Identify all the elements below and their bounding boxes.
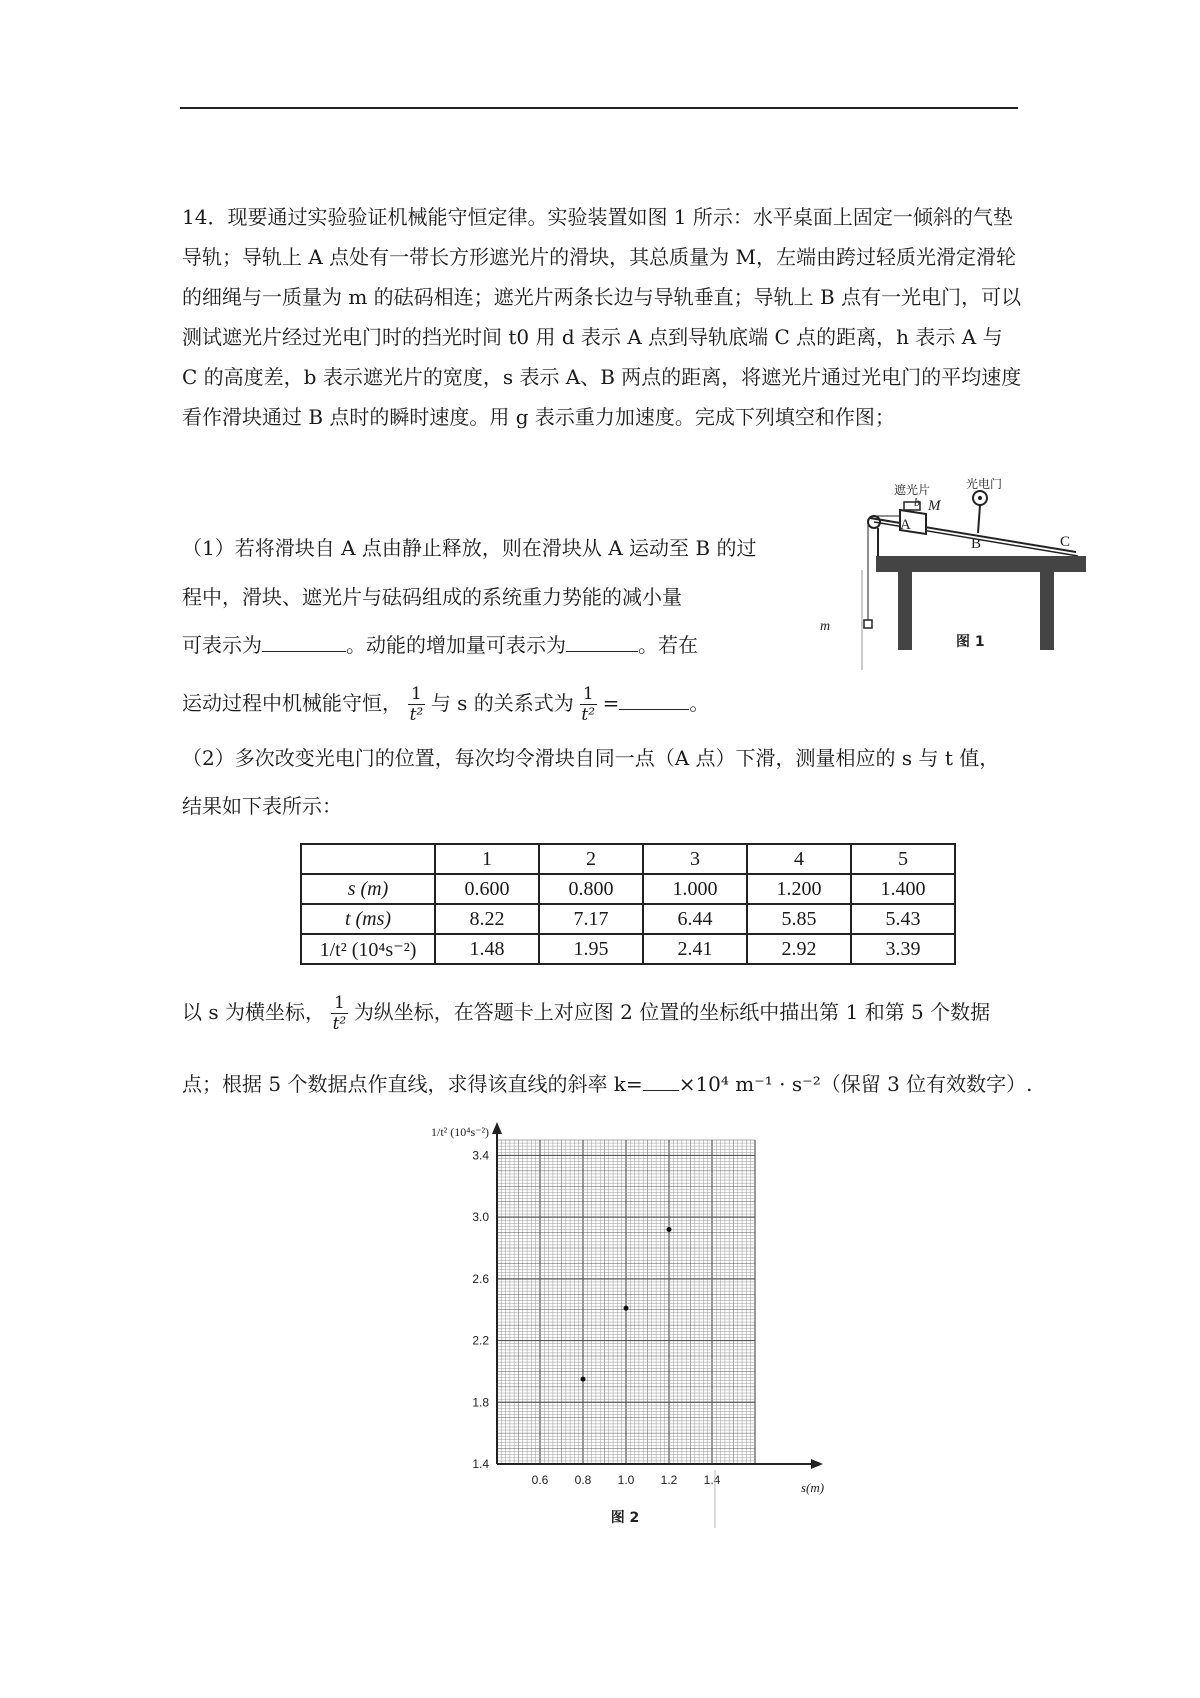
part1-line1: （1）若将滑块自 A 点由静止释放，则在滑块从 A 运动至 B 的过: [182, 536, 757, 560]
answer-blank-slope[interactable]: [643, 1072, 679, 1091]
y-axis-arrow-icon: [492, 1122, 502, 1134]
data-point: [624, 1306, 629, 1311]
label-photogate: 光电门: [966, 477, 1003, 491]
part1-line3-b: 。动能的增加量可表示为: [346, 633, 566, 657]
part1-line4-d: 。: [689, 691, 710, 715]
label-m: m: [820, 619, 831, 634]
y-axis-label: 1/t² (10⁴s⁻²): [431, 1125, 490, 1139]
x-axis-arrow-icon: [811, 1459, 823, 1469]
x-tick-label: 1.4: [703, 1473, 721, 1487]
answer-blank-potential[interactable]: [262, 633, 346, 652]
part1-line3: [182, 630, 698, 660]
y-tick-labels: [472, 1148, 489, 1471]
table-row: s (m) 0.600 0.800 1.000 1.200 1.400: [301, 874, 955, 904]
label-M: M: [928, 498, 941, 514]
photogate-post: [978, 505, 980, 533]
y-tick-label: 1.4: [472, 1457, 489, 1471]
part2-line1: （2）多次改变光电门的位置，每次均令滑块自同一点（A 点）下滑，测量相应的 s 与 t 值，: [182, 746, 1000, 770]
part1-line4-a: 运动过程中机械能守恒，: [182, 691, 402, 715]
part1-line2: 程中，滑块、遮光片与砝码组成的系统重力势能的减小量: [182, 585, 682, 609]
y-tick-label: 1.8: [472, 1395, 489, 1410]
y-tick-label: 2.6: [472, 1271, 489, 1286]
fraction-1-over-t2: $\frac{1}{\text{t²}}$: [409, 684, 424, 725]
table-leg-left: [898, 572, 912, 650]
x-tick-labels: [532, 1473, 721, 1487]
x-tick-label: 0.6: [531, 1473, 549, 1487]
header-rule: [180, 107, 1018, 109]
question-intro: 14．现要通过实验验证机械能守恒定律。实验装置如图 1 所示：水平桌面上固定一倾斜的气垫导轨；导轨上 A 点处有一带长方形遮光片的滑块，其总质量为 M，左端由跨过轻质光滑定滑轮的细绳与一质量为 m 的砝码相连；遮光片两条长边与导轨垂直；导轨上 B 点有一光电门，可以测试遮光片经过光电门时的挡光时间 t0 用 d 表示 A 点到导轨底端 C 点的距离，h 表示 A 与 C 的高度差，b 表示遮光片的宽度，s 表示 A、B 两点的距离，将遮光片通过光电门的平均速度看作滑块通过 B 点时的瞬时速度。用 g 表示重力加速度。完成下列填空和作图；: [182, 205, 1022, 429]
label-b: b: [914, 495, 920, 509]
after-table-line2: [182, 1069, 1033, 1099]
after-table-line1-b: 为纵坐标，在答题卡上对应图 2 位置的坐标纸中描出第 1 和第 5 个数据: [353, 1000, 991, 1024]
table-leg-right: [1040, 572, 1054, 650]
after-table-line2-a: 点；根据 5 个数据点作直线，求得该直线的斜率 k=: [182, 1072, 643, 1096]
data-point: [667, 1227, 672, 1232]
fraction-1-over-t2: $\frac{1}{\text{t²}}$: [581, 684, 596, 725]
photogate-center: [978, 496, 982, 500]
figure1-apparatus: [818, 470, 1088, 670]
weight-block: [864, 620, 872, 628]
answer-blank-relation[interactable]: [619, 691, 689, 710]
after-table-line1-a: 以 s 为横坐标，: [182, 1000, 325, 1024]
label-A: A: [900, 517, 911, 533]
part2-line2: 结果如下表所示：: [182, 794, 342, 818]
part1-line3-a: 可表示为: [182, 633, 262, 657]
label-C: C: [1060, 534, 1071, 550]
label-B: B: [971, 536, 982, 552]
y-tick-label: 3.4: [472, 1148, 489, 1163]
answer-blank-kinetic[interactable]: [566, 633, 638, 652]
part1-line4-b: 与 s 的关系式为: [430, 691, 574, 715]
table-row: t (ms) 8.22 7.17 6.44 5.85 5.43: [301, 904, 955, 934]
data-point: [581, 1377, 586, 1382]
table-top: [876, 556, 1086, 572]
table-row: 1/t² (10⁴s⁻²) 1.48 1.95 2.41 2.92 3.39: [301, 934, 955, 964]
y-tick-label: 2.2: [472, 1333, 489, 1348]
y-tick-label: 3.0: [472, 1210, 489, 1225]
data-table: [300, 843, 956, 965]
graph-paper-grid: [497, 1140, 755, 1464]
part1-line4-c: =: [602, 691, 620, 715]
part1-line3-c: 。若在: [638, 633, 698, 657]
after-table-line1: [182, 993, 990, 1034]
part1-line4: [182, 684, 709, 725]
after-table-line2-b: ×10⁴ m⁻¹ · s⁻²（保留 3 位有效数字）.: [678, 1072, 1033, 1096]
fraction-1-over-t2: $\frac{1}{\text{t²}}$: [332, 993, 347, 1034]
figure2-caption: 图 2: [610, 1510, 640, 1526]
table-header-row: 1 2 3 4 5: [301, 844, 955, 874]
x-tick-label: 0.8: [574, 1473, 592, 1487]
label-shade-plate: 遮光片: [894, 483, 931, 497]
figure1-caption: 图 1: [956, 634, 985, 650]
x-tick-label: 1.0: [617, 1473, 635, 1487]
x-tick-label: 1.2: [660, 1473, 678, 1487]
figure2-graph: [425, 1120, 825, 1530]
x-axis-label: s(m): [801, 1480, 825, 1495]
